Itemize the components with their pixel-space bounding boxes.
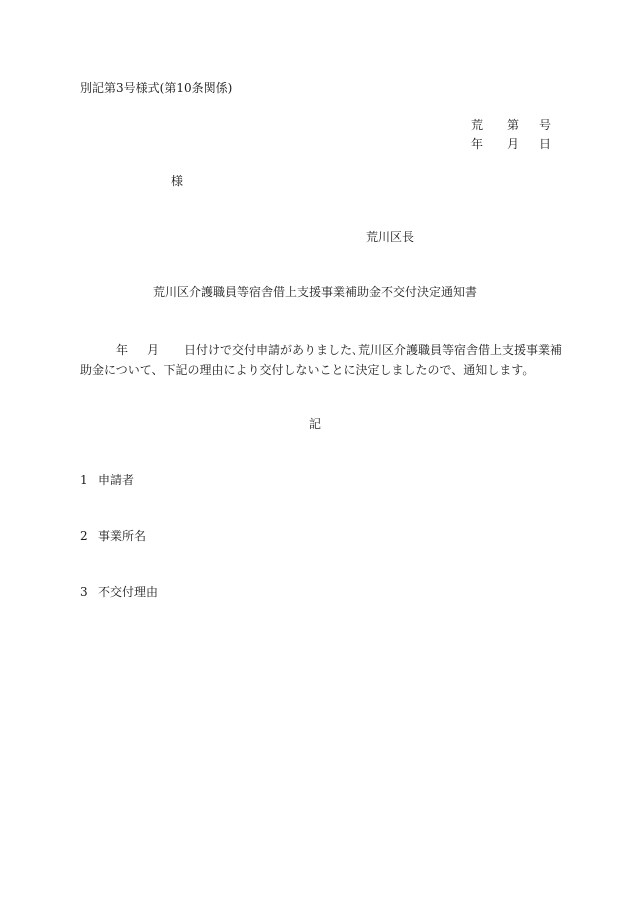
reference-go: 号	[539, 118, 552, 132]
item-label: 不交付理由	[98, 585, 159, 599]
issuer-name: 荒川区長	[366, 230, 415, 244]
body-line-1: 日付けで交付申請がありました､荒川区介護職員等宿舎借上支援事業補	[184, 343, 563, 357]
body-year: 年	[116, 343, 129, 357]
reference-prefix: 荒	[471, 118, 484, 132]
list-item-applicant	[80, 472, 134, 488]
item-number: 2	[80, 529, 88, 543]
item-number: 1	[80, 473, 88, 487]
document-title: 荒川区介護職員等宿舎借上支援事業補助金不交付決定通知書	[152, 285, 477, 299]
date-year: 年	[471, 137, 484, 151]
form-identifier: 別記第3号様式(第10条関係)	[80, 81, 233, 95]
item-label: 事業所名	[98, 529, 147, 543]
ki-heading: 記	[308, 417, 321, 431]
list-item-business-name	[80, 528, 146, 544]
body-line-2: 助金について、下記の理由により交付しないことに決定しましたので、通知します。	[80, 363, 535, 377]
item-number: 3	[80, 585, 88, 599]
item-label: 申請者	[98, 473, 135, 487]
list-item-rejection-reason	[80, 584, 158, 600]
date-day: 日	[539, 137, 552, 151]
body-month: 月	[147, 343, 160, 357]
date-month: 月	[507, 137, 520, 151]
addressee-honorific: 様	[171, 174, 184, 188]
reference-dai: 第	[507, 118, 520, 132]
